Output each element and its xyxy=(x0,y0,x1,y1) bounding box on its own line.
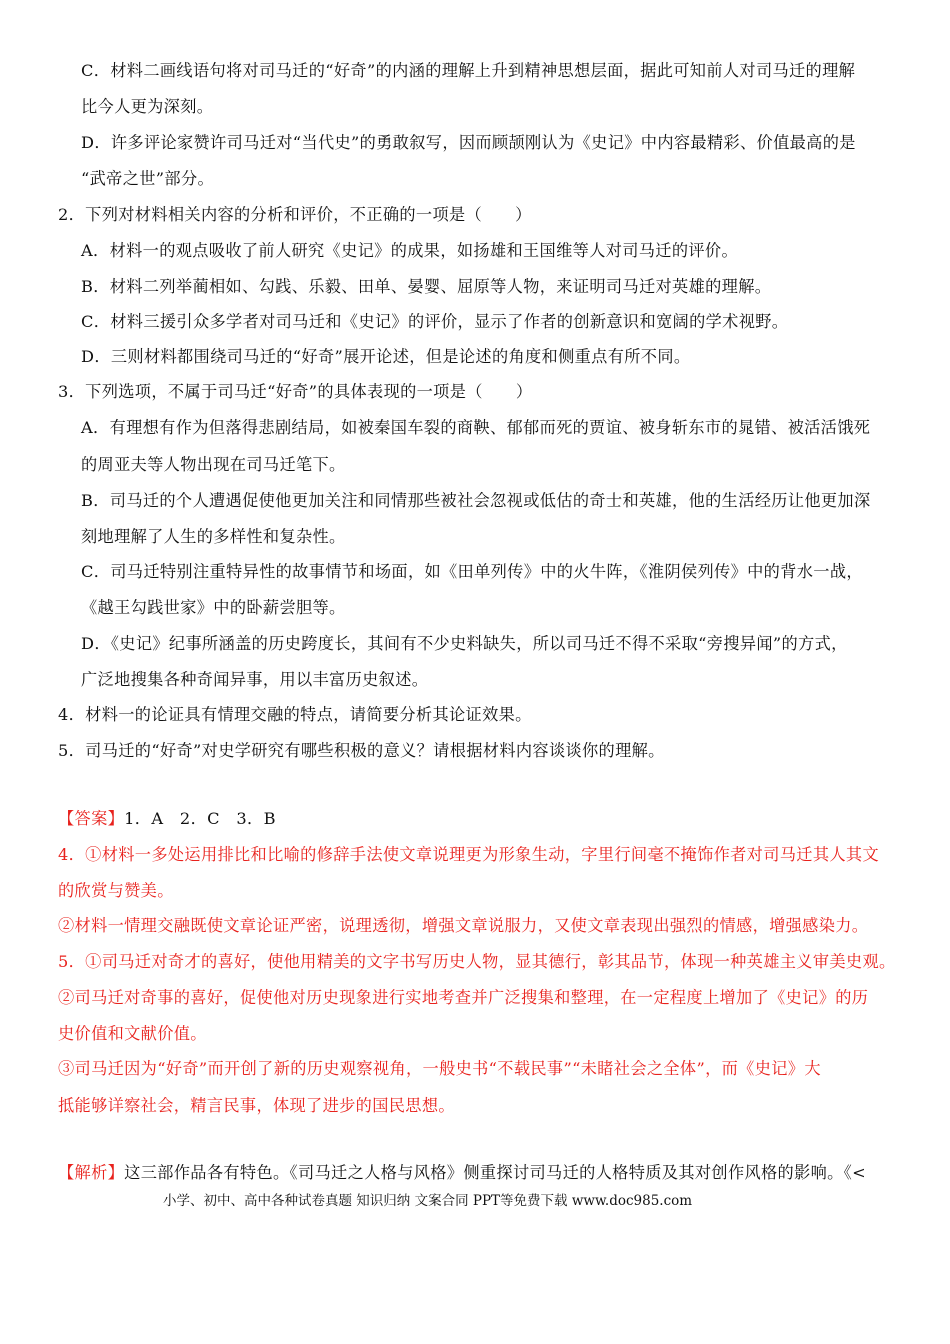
answer5-p2-line2: 史价值和文献价值。 xyxy=(58,1024,207,1043)
answer-label: 【答案】 xyxy=(58,809,125,828)
q3-option-c-line1: C．司马迁特别注重特异性的故事情节和场面，如《田单列传》中的火牛阵，《淮阴侯列传》中的背水一战， xyxy=(81,562,863,581)
answer4-p2: ②材料一情理交融既使文章论证严密，说理透彻，增强文章说服力，又使文章表现出强烈的情感，增强感染力。 xyxy=(58,916,869,935)
analysis-line xyxy=(58,1163,866,1183)
answer5-p2-line1: ②司马迁对奇事的喜好，促使他对历史现象进行实地考查并广泛搜集和整理，在一定程度上增加了《史记》的历 xyxy=(58,988,869,1007)
q3-option-d-line2: 广泛地搜集各种奇闻异事，用以丰富历史叙述。 xyxy=(81,670,429,689)
q5-stem: 5．司马迁的“好奇”对史学研究有哪些积极的意义？请根据材料内容谈谈你的理解。 xyxy=(58,741,665,760)
answer4-p1-line1: 4．①材料一多处运用排比和比喻的修辞手法使文章说理更为形象生动，字里行间毫不掩饰作者对司马迁其人其文 xyxy=(58,845,879,864)
answer-choices-line xyxy=(58,809,276,829)
page-footer: 小学、初中、高中各种试卷真题 知识归纳 文案合同 PPT等免费下载 www.doc985.com xyxy=(163,1193,693,1209)
q4-stem: 4．材料一的论证具有情理交融的特点，请简要分析其论证效果。 xyxy=(58,705,532,724)
analysis-label: 【解析】 xyxy=(58,1163,125,1182)
q3-option-a-line2: 的周亚夫等人物出现在司马迁笔下。 xyxy=(81,455,346,474)
q1-option-c-line2: 比今人更为深刻。 xyxy=(81,97,214,116)
answer5-p3-line2: 抵能够详察社会，精言民事，体现了进步的国民思想。 xyxy=(58,1096,455,1115)
q3-option-b-line2: 刻地理解了人生的多样性和复杂性。 xyxy=(81,527,346,546)
q2-option-c: C．材料三援引众多学者对司马迁和《史记》的评价，显示了作者的创新意识和宽阔的学术视野。 xyxy=(81,312,789,331)
answer4-p1-line2: 的欣赏与赞美。 xyxy=(58,881,174,900)
q3-option-b-line1: B．司马迁的个人遭遇促使他更加关注和同情那些被社会忽视或低估的奇士和英雄，他的生活经历让他更加深 xyxy=(81,491,871,510)
q3-stem: 3．下列选项，不属于司马迁“好奇”的具体表现的一项是（ ） xyxy=(58,382,533,401)
analysis-text: 这三部作品各有特色。《司马迁之人格与风格》侧重探讨司马迁的人格特质及其对创作风格的影响。《< xyxy=(124,1163,867,1182)
answer-choices: 1．A 2．C 3．B xyxy=(124,809,276,828)
q1-option-d-line2: “武帝之世”部分。 xyxy=(81,169,215,188)
q2-option-d: D．三则材料都围绕司马迁的“好奇”展开论述，但是论述的角度和侧重点有所不同。 xyxy=(81,347,691,366)
q2-option-b: B．材料二列举蔺相如、勾践、乐毅、田单、晏婴、屈原等人物，来证明司马迁对英雄的理解。 xyxy=(81,277,772,296)
q3-option-c-line2: 《越王勾践世家》中的卧薪尝胆等。 xyxy=(81,598,346,617)
q2-option-a: A．材料一的观点吸收了前人研究《史记》的成果，如扬雄和王国维等人对司马迁的评价。 xyxy=(81,241,738,260)
q1-option-c-line1: C．材料二画线语句将对司马迁的“好奇”的内涵的理解上升到精神思想层面，据此可知前人对司马迁的理解 xyxy=(81,61,856,80)
q1-option-d-line1: D．许多评论家赞许司马迁对“当代史”的勇敢叙写，因而顾颉刚认为《史记》中内容最精彩、价值最高的是 xyxy=(81,133,856,152)
answer5-p3-line1: ③司马迁因为“好奇”而开创了新的历史观察视角，一般史书“不载民事”“未睹社会之全体”，而《史记》大 xyxy=(58,1059,821,1078)
q3-option-a-line1: A．有理想有作为但落得悲剧结局，如被秦国车裂的商鞅、郁郁而死的贾谊、被身斩东市的晁错、被活活饿死 xyxy=(81,418,871,437)
q3-option-d-line1: D．《史记》纪事所涵盖的历史跨度长，其间有不少史料缺失，所以司马迁不得不采取“旁搜异闻”的方式， xyxy=(81,634,848,653)
answer5-p1: 5．①司马迁对奇才的喜好，使他用精美的文字书写历史人物，显其德行，彰其品节，体现一种英雄主义审美史观。 xyxy=(58,952,896,971)
q2-stem: 2．下列对材料相关内容的分析和评价，不正确的一项是（ ） xyxy=(58,205,532,224)
